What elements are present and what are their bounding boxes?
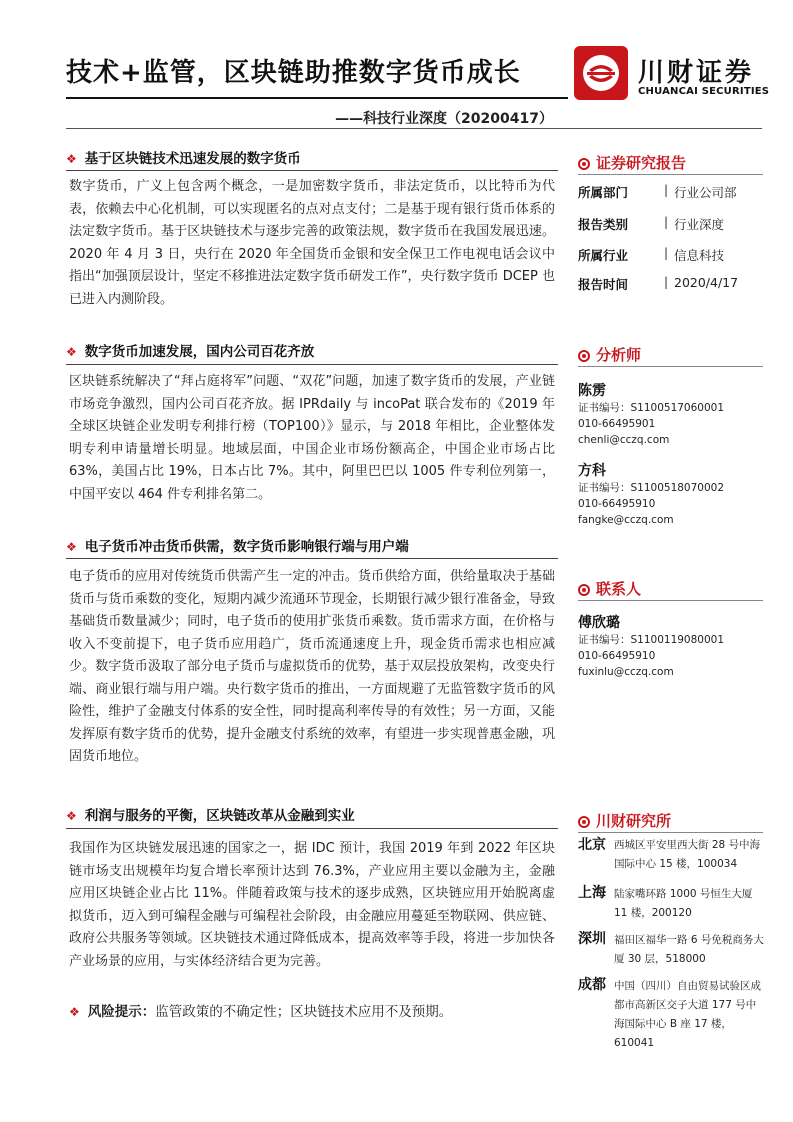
- target-icon: [578, 584, 590, 596]
- contact-phone: 010-66495910: [578, 650, 656, 662]
- meta-label-date: 报告时间: [578, 277, 629, 292]
- report-info-heading: 证券研究报告: [578, 152, 686, 173]
- sidebar-divider: [578, 600, 763, 601]
- target-icon: [578, 158, 590, 170]
- meta-separator: |: [664, 183, 669, 197]
- target-icon: [578, 350, 590, 362]
- section-divider: [66, 558, 558, 559]
- contact-name: 傅欣璐: [578, 615, 620, 631]
- report-title: 技术+监管，区块链助推数字货币成长: [66, 58, 521, 88]
- analysts-heading: 分析师: [578, 344, 641, 365]
- office-city-shanghai: 上海: [578, 885, 606, 901]
- report-subtitle: ——科技行业深度（20200417）: [335, 111, 553, 127]
- meta-label-category: 报告类别: [578, 217, 629, 232]
- office-city-shenzhen: 深圳: [578, 931, 606, 947]
- meta-separator: |: [664, 215, 669, 229]
- office-city-beijing: 北京: [578, 837, 606, 853]
- analyst-name: 陈雳: [578, 383, 606, 399]
- section-body-1: 数字货币，广义上包含两个概念，一是加密数字货币，非法定货币，以比特币为代表，依赖去中心化机制，可以实现匿名的点对点支付；二是基于现有银行货币体系的法定数字货币。基于区块链技术与逐步完善的政策法规，数字货币在我国发展迅速。2020 年 4 月 3 日，央行在 2020 年全国货币金银和安全保卫工作电视电话会议中指出“加强顶层设计，坚定不移推进法定数字货币研发工作”，央行数字货币 DCEP 也已进入内测阶段。: [69, 179, 555, 307]
- section-heading-3: ❖ 电子货币冲击货币供需，数字货币影响银行端与用户端: [66, 539, 409, 555]
- institute-heading: 川财研究所: [578, 810, 671, 831]
- header-divider: [66, 128, 762, 129]
- diamond-bullet-icon: ❖: [66, 540, 77, 554]
- section-divider: [66, 828, 558, 829]
- analyst-email[interactable]: chenli@cczq.com: [578, 434, 670, 446]
- diamond-bullet-icon: ❖: [66, 152, 77, 166]
- office-address-shanghai: 陆家嘴环路 1000 号恒生大厦 11 楼，200120: [614, 888, 753, 919]
- section-heading-4: ❖ 利润与服务的平衡，区块链改革从金融到实业: [66, 808, 355, 824]
- meta-label-department: 所属部门: [578, 185, 629, 200]
- sidebar-divider: [578, 366, 763, 367]
- section-body-4: 我国作为区块链发展迅速的国家之一，据 IDC 预计，我国 2019 年到 2022 年区块链市场支出规模年均复合增长率预计达到 76.3%，产业应用主要以金融为主，金融应用区块链企业占比 11%。伴随着政策与技术的逐步成熟，区块链应用开始脱离虚拟货币，迈入到可编程金融与可编程社会阶段，由金融应用蔓延至物联网、供应链、政府公共服务等领域。区块链技术通过降低成本，提高效率等手段，将进一步加快各产业场景的应用，与实体经济结合更为完善。: [69, 841, 555, 969]
- contact-heading: 联系人: [578, 578, 641, 599]
- meta-label-industry: 所属行业: [578, 248, 629, 263]
- diamond-bullet-icon: ❖: [69, 1005, 80, 1019]
- risk-warning: ❖ 风险提示：监管政策的不确定性；区块链技术应用不及预期。: [69, 1004, 453, 1020]
- office-address-chengdu: 中国（四川）自由贸易试验区成都市高新区交子大道 177 号中海国际中心 B 座 17 楼，610041: [614, 980, 761, 1049]
- diamond-bullet-icon: ❖: [66, 345, 77, 359]
- section-body-2: 区块链系统解决了“拜占庭将军”问题、“双花”问题，加速了数字货币的发展，产业链市场竞争激烈，国内公司百花齐放。据 IPRdaily 与 incoPat 联合发布的《2019 年全球区块链企业发明专利排行榜（TOP100）》显示，与 2018 年相比，企业整体发明专利申请量增长明显。地域层面，中国企业市场份额高企，中国企业市场占比 63%，美国占比 19%，日本占比 7%。其中，阿里巴巴以 1005 件专利位列第一，中国平安以 464 件专利排名第二。: [69, 374, 555, 502]
- office-address-shenzhen: 福田区福华一路 6 号免税商务大厦 30 层，518000: [614, 934, 764, 965]
- meta-value-date: 2020/4/17: [674, 275, 739, 290]
- sidebar-divider: [578, 832, 763, 833]
- meta-separator: |: [664, 275, 669, 289]
- analyst-phone: 010-66495910: [578, 498, 656, 510]
- section-divider: [66, 364, 558, 365]
- section-body-3: 电子货币的应用对传统货币供需产生一定的冲击。货币供给方面，供给量取决于基础货币与货币乘数的变化，短期内减少流通环节现金，长期银行减少银行准备金，导致基础货币数量减少；同时，电子货币的使用扩张货币乘数。货币需求方面，在价格与收入不变前提下，电子货币应用趋广，货币流通速度上升，现金货币需求也相应减少。数字货币汲取了部分电子货币与虚拟货币的优势，基于双层投放架构，改变央行端、商业银行端与用户端。央行数字货币的推出，一方面规避了无监管数字货币的风险性，维护了金融支付体系的安全性，同时提高利率传导的有效性；另一方面，又能发挥原有数字货币的优势，提升金融支付系统的效率，有望进一步实现普惠金融，巩固货币地位。: [69, 569, 555, 764]
- office-address-beijing: 西城区平安里西大街 28 号中海国际中心 15 楼，100034: [614, 839, 761, 870]
- analyst-name: 方科: [578, 463, 606, 479]
- analyst-cert: 证书编号：S1100518070002: [578, 482, 725, 494]
- meta-value-department: 行业公司部: [674, 185, 737, 200]
- analyst-details: [578, 480, 724, 528]
- contact-details: [578, 632, 724, 680]
- sidebar-divider: [578, 174, 763, 175]
- section-heading-1: ❖ 基于区块链技术迅速发展的数字货币: [66, 151, 301, 167]
- meta-separator: |: [664, 246, 669, 260]
- meta-value-category: 行业深度: [674, 217, 725, 232]
- analyst-email[interactable]: fangke@cczq.com: [578, 514, 674, 526]
- contact-cert: 证书编号：S1100119080001: [578, 634, 725, 646]
- analyst-phone: 010-66495901: [578, 418, 656, 430]
- brand-name-en: CHUANCAI SECURITIES: [638, 86, 770, 97]
- analyst-cert: 证书编号：S1100517060001: [578, 402, 725, 414]
- analyst-details: [578, 400, 724, 448]
- section-divider: [66, 170, 558, 171]
- diamond-bullet-icon: ❖: [66, 809, 77, 823]
- brand-name-cn: 川财证券: [638, 58, 755, 88]
- chuancai-logo-icon: [574, 46, 628, 100]
- office-city-chengdu: 成都: [578, 977, 606, 993]
- contact-email[interactable]: fuxinlu@cczq.com: [578, 666, 674, 678]
- meta-value-industry: 信息科技: [674, 248, 725, 263]
- title-divider: [66, 97, 568, 99]
- target-icon: [578, 816, 590, 828]
- section-heading-2: ❖ 数字货币加速发展，国内公司百花齐放: [66, 344, 315, 360]
